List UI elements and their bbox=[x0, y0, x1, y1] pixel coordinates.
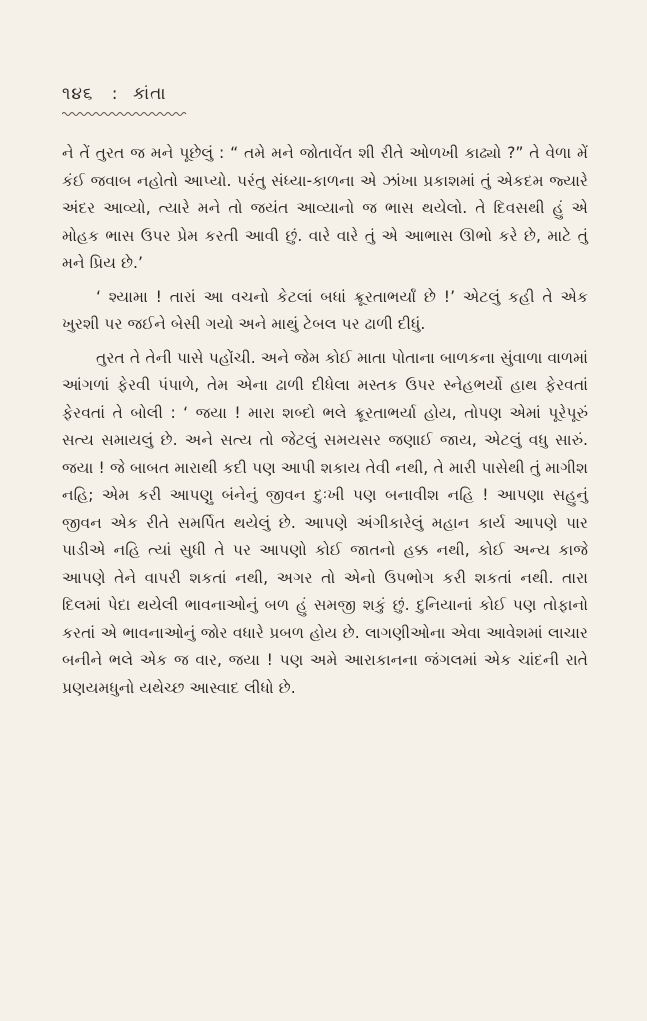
wavy-rule-graphic bbox=[62, 111, 188, 117]
paragraph-1: ને તેં તુરત જ મને પૂછેલું : “ તમે મને જોતાવેંત શી રીતે ઓળખી કાઢ્યો ?” તે વેળા મેં કંઈ જવાબ નહોતો આપ્યો. પરંતુ સંધ્યા-કાળના એ ઝાંખા પ્રકાશમાં તું એકદમ જ્યારે અંદર આવ્યો, ત્યારે મને તો જયંત આવ્યાનો જ ભાસ થયેલો. તે દિવસથી હું એ મોહક ભાસ ઉપર પ્રેમ કરતી આવી છું. વારે વારે તું એ આભાસ ઊભો કરે છે, માટે તું મને પ્રિય છે.’ bbox=[62, 144, 588, 272]
header-separator: : bbox=[111, 84, 119, 104]
paragraph-3: તુરત તે તેની પાસે પહોંચી. અને જેમ કોઈ માતા પોતાના બાળકના સુંવાળા વાળમાં આંગળાં ફેરવી પંપાળે, તેમ એના ઢાળી દીધેલા મસ્તક ઉપર સ્નેહભર્યો હાથ ફેરવતાં ફેરવતાં તે બોલી : ‘ જયા ! મારા શબ્દો ભલે ક્રૂરતાભર્યા હોય, તોપણ એમાં પૂરેપૂરું સત્ય સમાયલું છે. અને સત્ય તો જેટલું સમયસર જણાઈ જાય, એટલું વધુ સારું. જયા ! જે બાબત મારાથી કદી પણ આપી શકાય તેવી નથી, તે મારી પાસેથી તું માગીશ નહિ; એમ કરી આપણુ બંનેનું જીવન દુઃખી પણ બનાવીશ નહિ ! આપણા સહુનું જીવન એક રીતે સમર્પિત થયેલું છે. આપણે અંગીકારેલું મહાન કાર્ય આપણે પાર પાડીએ નહિ ત્યાં સુધી તે પર આપણો કોઈ જાતનો હક્ક નથી, કોઈ અન્ય કાજે આપણે તેને વાપરી શકતાં નથી, અગર તો એનો ઉપભોગ કરી શકતાં નથી. તારા દિલમાં પેદા થયેલી ભાવનાઓનું બળ હું સમજી શકું છું. દુનિયાનાં કોઈ પણ તોફાનો કરતાં એ ભાવનાઓનું જોર વધારે પ્રબળ હોય છે. લાગણીઓના એવા આવેશમાં લાચાર બનીને ભલે એક જ વાર, જયા ! પણ અમે આરાકાનના જંગલમાં એક ચાંદની રાતે પ્રણયમધુનો યથેચ્છ આસ્વાદ લીધો છે. bbox=[62, 348, 588, 697]
body-text bbox=[62, 140, 588, 708]
page-number: ૧૪૬ bbox=[62, 84, 94, 104]
running-header bbox=[62, 84, 167, 104]
book-title: કાંતા bbox=[132, 84, 167, 104]
paragraph-2: ‘ શ્યામા ! તારાં આ વચનો કેટલાં બધાં ક્રૂરતાભર્યાં છે !’ એટલું કહી તે એક ખુરશી પર જઈને બેસી ગયો અને માથું ટેબલ પર ઢાળી દીધું. bbox=[62, 287, 588, 333]
header-wavy-rule bbox=[62, 111, 188, 117]
